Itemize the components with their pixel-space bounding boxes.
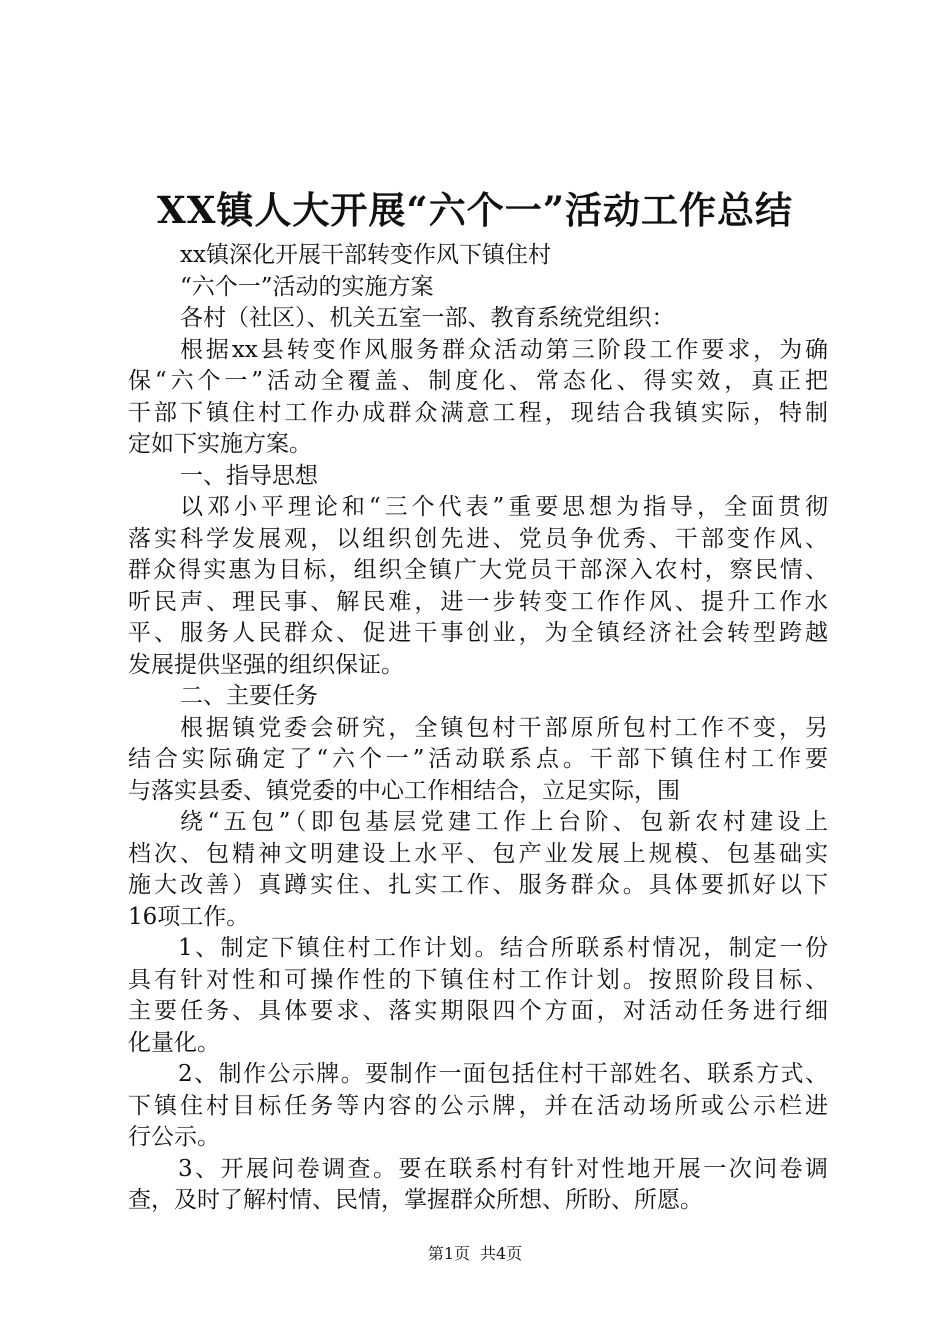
page-footer [0,1243,950,1265]
body-line: 下镇住村目标任务等内容的公示牌，并在活动场所或公示栏进 [128,1092,828,1119]
body-line: 根据xx县转变作风服务群众活动第三阶段工作要求，为确 [180,336,828,363]
body-line: xx镇深化开展干部转变作风下镇住村 [180,242,551,268]
body-line: 1、制定下镇住村工作计划。结合所联系村情况，制定一份 [178,935,828,961]
body-line: 各村（社区）、机关五室一部、教育系统党组织： [180,305,675,331]
body-line: 化量化。 [128,1029,220,1056]
body-line: 群众得实惠为目标，组织全镇广大党员干部深入农村，察民情、 [128,557,828,583]
body-line: 施大改善）真蹲实住、扎实工作、服务群众。具体要抓好以下 [128,872,828,898]
body-line: “六个一”活动的实施方案 [180,273,434,300]
section-heading: 一、指导思想 [180,462,318,489]
body-line: 定如下实施方案。 [128,431,312,457]
body-line: 听民声、理民事、解民难，进一步转变工作作风、提升工作水 [128,588,828,615]
body-line: 落实科学发展观，以组织创先进、党员争优秀、干部变作风、 [128,525,828,552]
body-line: 行公示。 [128,1124,220,1150]
body-line: 具有针对性和可操作性的下镇住村工作计划。按照阶段目标、 [128,966,828,993]
document-body [128,240,828,1217]
body-line: 保“六个一”活动全覆盖、制度化、常态化、得实效，真正把 [128,368,828,394]
body-line: 结合实际确定了“六个一”活动联系点。干部下镇住村工作要 [128,746,828,772]
body-line: 查，及时了解村情、民情，掌握群众所想、所盼、所愿。 [128,1187,703,1213]
body-line: 2、制作公示牌。要制作一面包括住村干部姓名、联系方式、 [178,1061,828,1087]
page-total: 共4页 [480,1244,523,1263]
body-line: 以邓小平理论和“三个代表”重要思想为指导，全面贯彻 [180,494,828,520]
document-title: XX镇人大开展“六个一”活动工作总结 [157,188,793,232]
body-line: 干部下镇住村工作办成群众满意工程，现结合我镇实际，特制 [128,399,828,426]
body-line: 平、服务人民群众、促进干事创业，为全镇经济社会转型跨越 [128,620,828,646]
body-line: 16项工作。 [128,903,250,930]
body-line: 根据镇党委会研究，全镇包村干部原所包村工作不变，另 [180,714,828,741]
body-line: 绕“五包”（即包基层党建工作上台阶、包新农村建设上 [180,809,828,835]
body-line: 主要任务、具体要求、落实期限四个方面，对活动任务进行细 [128,998,828,1024]
body-line: 发展提供坚强的组织保证。 [128,651,404,678]
body-line: 与落实县委、镇党委的中心工作相结合，立足实际，围 [128,777,680,804]
section-heading: 二、主要任务 [180,683,318,709]
body-line: 档次、包精神文明建设上水平、包产业发展上规模、包基础实 [128,840,828,867]
page-number: 第1页 [427,1244,470,1263]
body-line: 3、开展问卷调查。要在联系村有针对性地开展一次问卷调 [178,1155,828,1182]
